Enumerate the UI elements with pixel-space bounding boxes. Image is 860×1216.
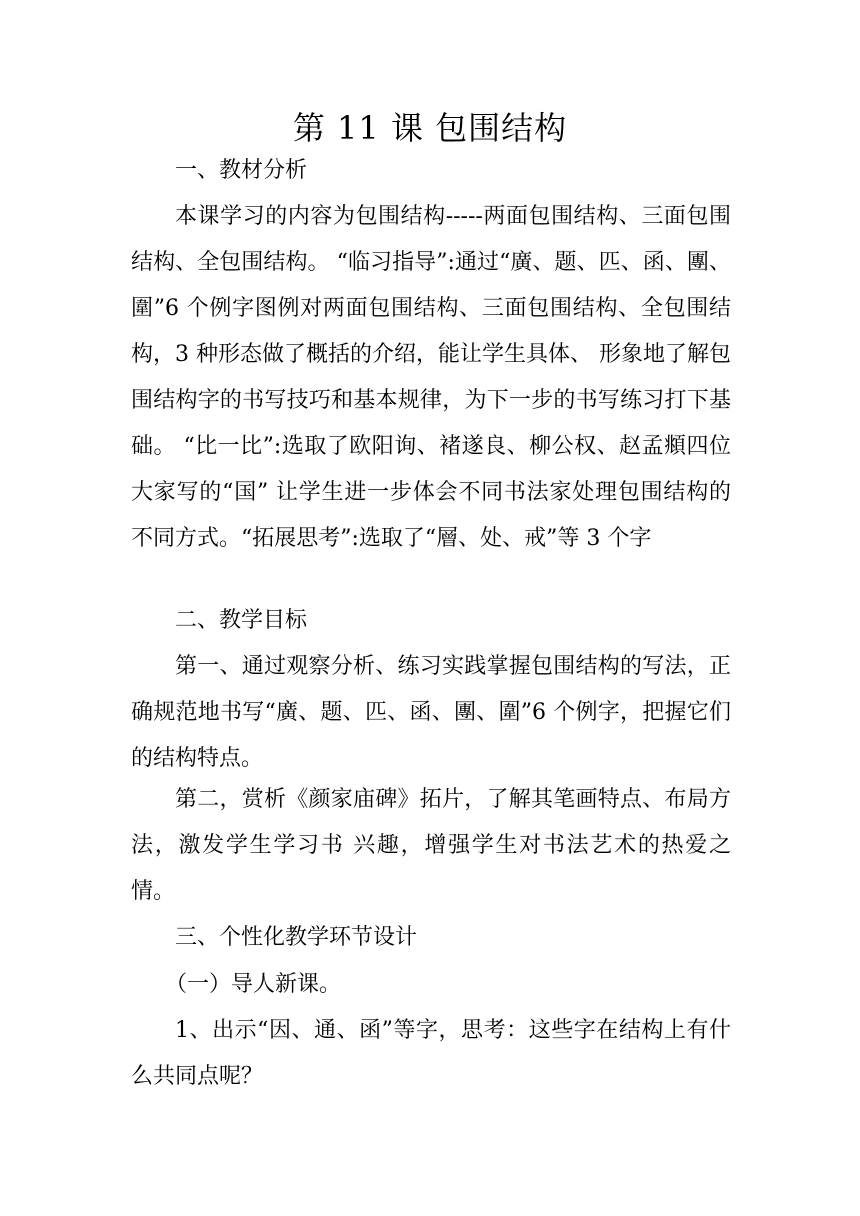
section-heading-goals: 二、教学目标 [175,608,308,633]
step-paragraph-1: 1、出示“因、通、函”等字，思考：这些字在结构上有什么共同点呢？ [131,1018,731,1089]
subsection-heading-intro: （一）导人新课。 [165,972,342,997]
section-heading-analysis: 一、教材分析 [175,158,308,183]
goal-paragraph-2: 第二，赏析《颜家庙碑》拓片，了解其笔画特点、布局方法，激发学生学习书 兴趣，增强学生对书法艺术的热爱之情。 [131,787,731,904]
section-paragraph-analysis: 本课学习的内容为包围结构-----两面包围结构、三面包围结构、全包围结构。 “临习指导”:通过“廣、题、匹、函、團、圍”6 个例字图例对两面包围结构、三面包围结构、全包围结构，3 种形态做了概括的介绍，能让学生具体、 形象地了解包围结构字的书写技巧和基本规律，为下一步的书写练习打下基础。 “比一比”:选取了欧阳询、褚遂良、柳公权、赵孟頫四位大家写的“国” 让学生进一步体会不同书法家处理包围结构的不同方式。“拓展思考”:选取了“層、处、戒”等 3 个字 [131,204,731,551]
page-title: 第 11 课 包围结构 [292,109,568,147]
goal-paragraph-1: 第一、通过观察分析、练习实践掌握包围结构的写法，正确规范地书写“廣、题、匹、函、團、圍”6 个例字，把握它们的结构特点。 [131,654,731,771]
section-heading-design: 三、个性化教学环节设计 [175,925,418,950]
